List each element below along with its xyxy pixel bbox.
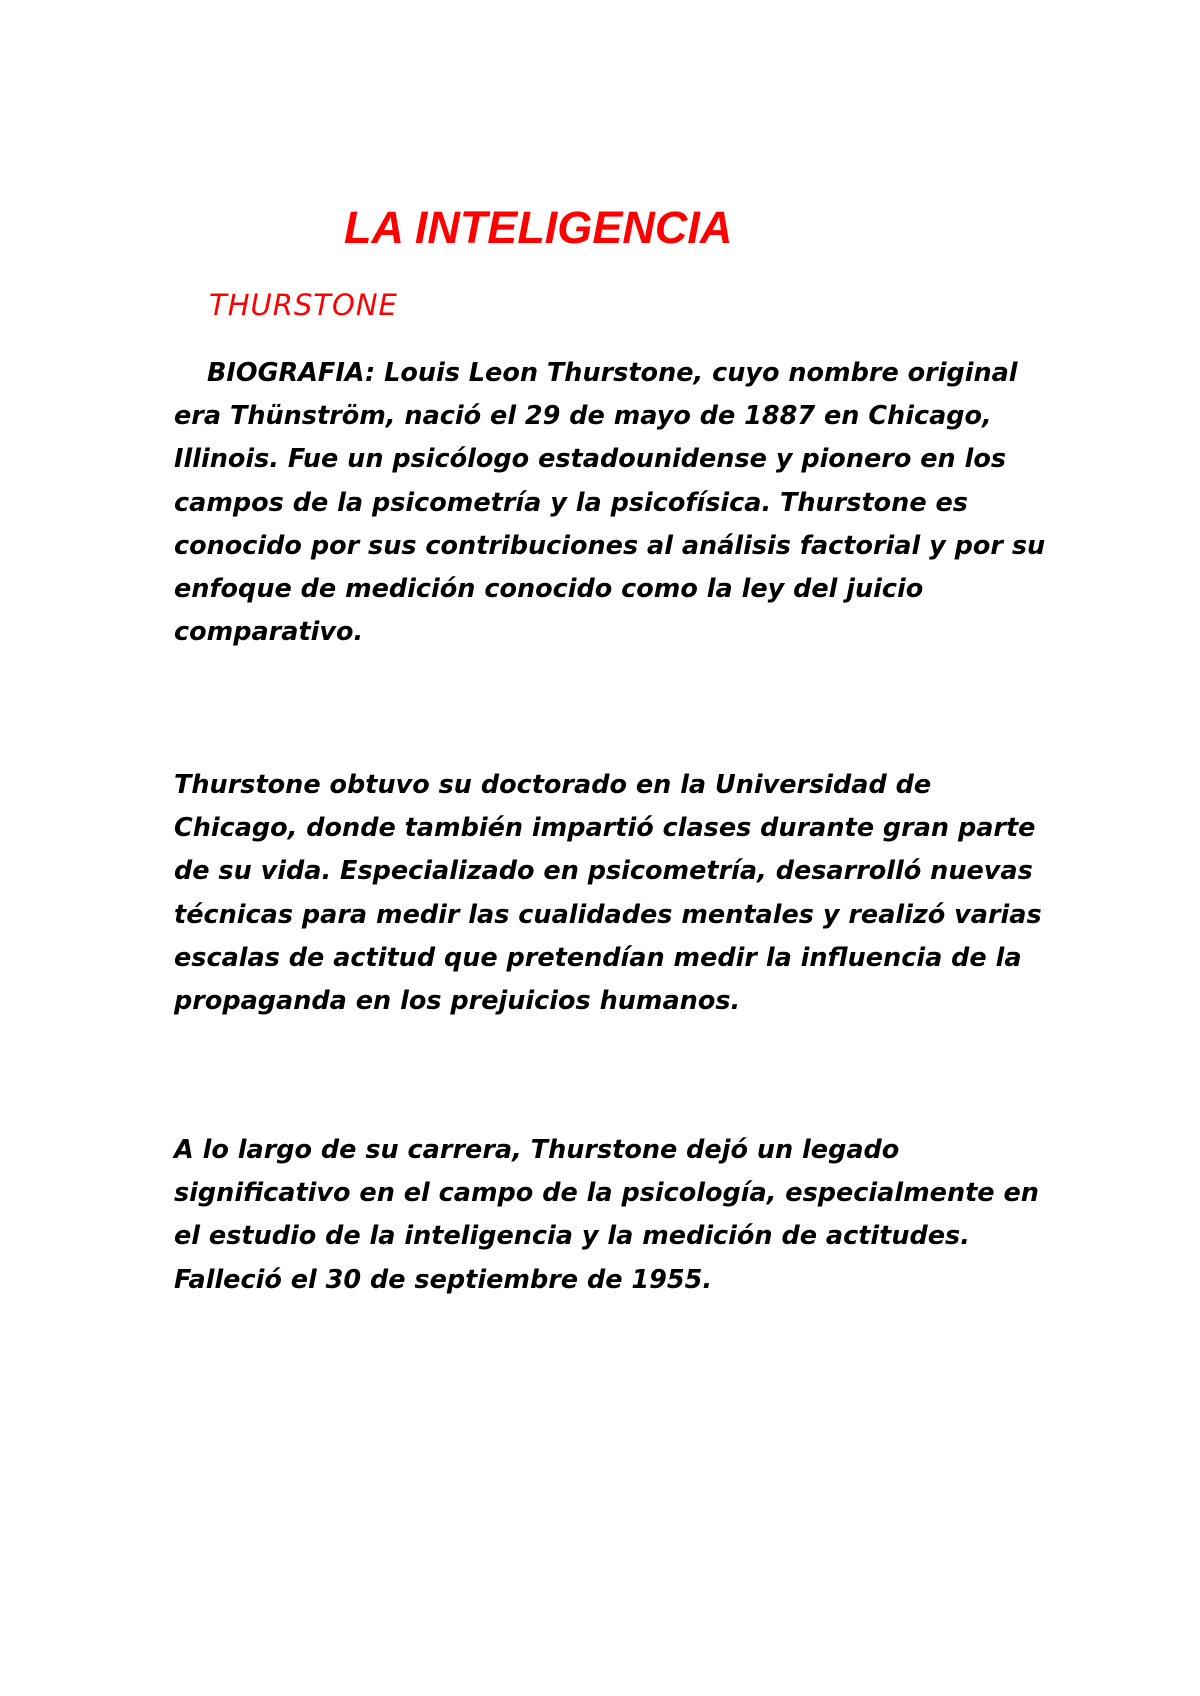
section-subtitle: THURSTONE — [209, 288, 398, 322]
page-title: LA INTELIGENCIA — [344, 202, 733, 253]
legacy-paragraph: A lo largo de su carrera, Thurstone dejó un legado significativo en el campo de la psicología, especialmente en el estudio de la inteligencia y la medición de actitudes. Falleció el 30 de septiembre de 1955. — [174, 1135, 1039, 1295]
career-paragraph: Thurstone obtuvo su doctorado en la Universidad de Chicago, donde también impartió clases durante gran parte de su vida. Especializado en psicometría, desarrolló nuevas técnicas para medir las cualidades mentales y realizó varias escalas de actitud que pretendían medir la influencia de la propaganda en los prejuicios humanos. — [174, 770, 1042, 1017]
biography-paragraph: BIOGRAFIA: Louis Leon Thurstone, cuyo nombre original era Thünström, nació el 29 de mayo de 1887 en Chicago, Illinois. Fue un psicólogo estadounidense y pionero en los campos de la psicometría y la psicofísica. Thurstone es conocido por sus contribuciones al análisis factorial y por su enfoque de medición conocido como la ley del juicio comparativo. — [174, 358, 1046, 648]
